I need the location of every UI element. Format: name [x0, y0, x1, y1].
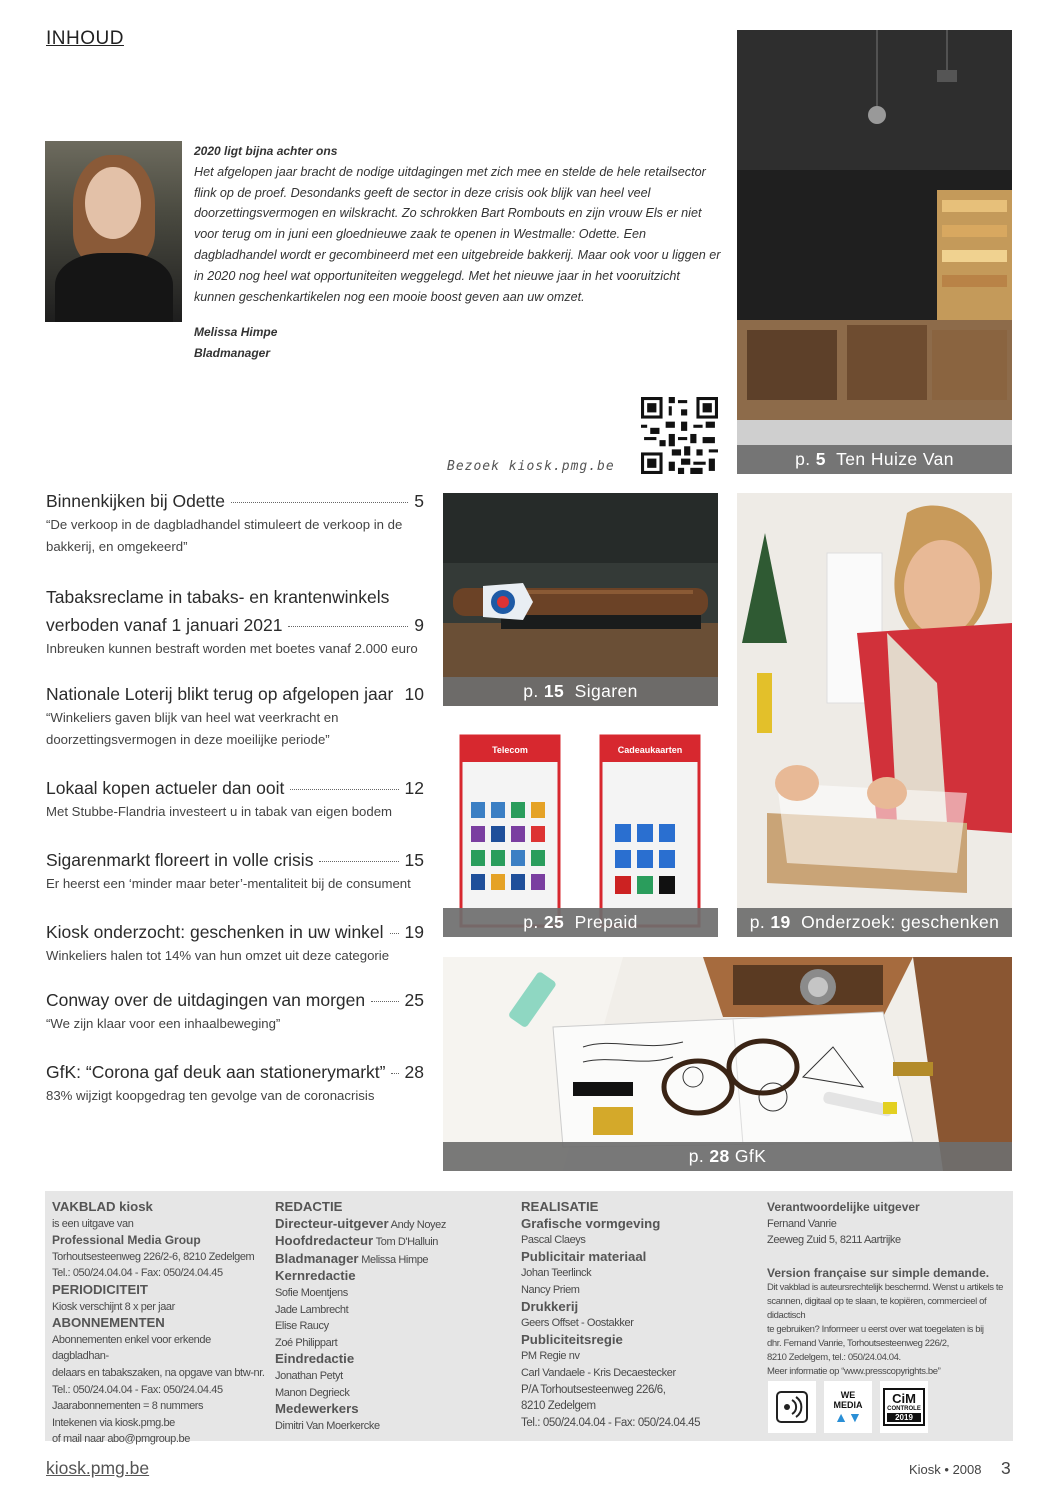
colophon-realisatie: REALISATIE Grafische vormgeving Pascal Claeys Publicitair materiaal Johan Teerlinck Nancy Priem Drukkerij Geers Offset - Oostakker Publiciteitsregie PM Regie nv Carl Vandaele - Kris Decaestecker P/A Torhoutsesteenweg 226/6, 8210 Zedelgem Tel.: 050/24.04.04 - Fax: 050/24.04.45 — [521, 1199, 701, 1429]
toc-page: 19 — [404, 922, 424, 942]
we-media-logo: WE MEDIA ▲▼ — [824, 1381, 872, 1433]
toc-item-tabaksreclame[interactable]: Tabaksreclame in tabaks- en krantenwinkels verboden vanaf 1 januari 2021 9 Inbreuken kunnen bestraft worden met boetes vanaf 2.000 euro — [46, 582, 424, 660]
toc-page: 5 — [414, 491, 424, 511]
bakery-illustration — [737, 30, 1012, 474]
toc-item-gfk[interactable]: GfK: “Corona gaf deuk aan stationerymarkt” 28 83% wijzigt koopgedrag ten gevolge van de coronacrisis — [46, 1059, 424, 1107]
signature-role: Bladmanager — [194, 345, 271, 360]
footer-website-link[interactable]: kiosk.pmg.be — [46, 1458, 150, 1478]
toc-page: 15 — [404, 850, 424, 870]
toc-subtitle: “De verkoop in de dagbladhandel stimuleert de verkoop in de bakkerij, en omgekeerd” — [46, 517, 403, 554]
stand-label-telecom: Telecom — [492, 745, 528, 755]
editorial-body: Het afgelopen jaar bracht de nodige uitdagingen met zich mee en stelde de hele retailsector flink op de proef. Desondanks geeft de sector in deze crisis ook blijk van heel veel doorzettingsvermogen en wilskracht. Zo schrokken Bart Rombouts en zijn vrouw Els er niet voor terug om in juni een gloednieuwe zaak te openen in Westmalle: Odette. Een dagbladhandel wordt er gecombineerd met een uitgebreide bakkerij. Maar ook voor u liggen er in 2020 nog heel wat opportuniteiten weggelegd. Met het nieuwe jaar in het vooruitzicht kunnen geschenkartikelen nog een mooie boost geven aan uw omzet. — [194, 164, 721, 304]
colophon-uitgever: Verantwoordelijke uitgever Fernand Vanrie Zeeweg Zuid 5, 8211 Aartrijke Version française sur simple demande. Dit vakblad is auteursrechtelijk beschermd. Wenst u artikels te scannen, digitaal op te slaan, te kopiëren, commercieel of didactisch te gebruiken? Informeer u eerst over wat toegelaten is bij dhr. Fernand Vanrie, Torhoutsesteenweg 226/2, 8210 Zedelgem, tel.: 050/24.04.04. Meer informatie op “www.presscopyrights.be” — [767, 1200, 1003, 1378]
colophon-redactie: REDACTIE Directeur-uitgever Andy Noyez Hoofdredacteur Tom D'Halluin Bladmanager Melissa Himpe Kernredactie Sofie Moentjens Jade Lambrecht Elise Raucy Zoé Philippart Eindredactie Jonathan Petyt Manon Degrieck Medewerkers Dimitri Van Moerkercke — [275, 1199, 446, 1432]
photo-gfk[interactable] — [443, 957, 1012, 1171]
editor-portrait — [45, 141, 182, 322]
prepaid-stands-illustration — [443, 724, 718, 937]
certification-logos — [768, 1381, 928, 1433]
cigar-illustration — [443, 493, 718, 706]
editorial-title: 2020 ligt bijna achter ons — [194, 144, 338, 158]
toc-subtitle: Er heerst een ‘minder maar beter’-mentaliteit bij de consument — [46, 876, 411, 891]
qr-code[interactable] — [641, 397, 718, 474]
toc-page: 28 — [404, 1062, 424, 1082]
footer-issue: Kiosk • 2008 — [909, 1462, 982, 1477]
photo-prepaid[interactable] — [443, 724, 718, 937]
caption-bar: p. 25 Prepaid — [443, 908, 718, 937]
caption-bar: p. 5 Ten Huize Van — [737, 445, 1012, 474]
toc-subtitle: “Winkeliers gaven blijk van heel wat veerkracht en doorzettingsvermogen in deze moeilijke periode” — [46, 710, 339, 747]
qr-caption: Bezoek kiosk.pmg.be — [447, 459, 615, 474]
caption-bar: p. 19 Onderzoek: geschenken — [737, 908, 1012, 937]
photo-onderzoek-geschenken[interactable] — [737, 493, 1012, 937]
toc-page: 9 — [414, 615, 424, 635]
toc-item-kiosk-onderzocht[interactable]: Kiosk onderzocht: geschenken in uw winkel 19 Winkeliers halen tot 14% van hun omzet uit deze categorie — [46, 919, 424, 967]
caption-bar: p. 15 Sigaren — [443, 677, 718, 706]
editorial-signature — [194, 322, 277, 363]
toc-page: 12 — [404, 778, 424, 798]
toc-subtitle: Winkeliers halen tot 14% van hun omzet uit deze categorie — [46, 948, 390, 963]
toc-page: 10 — [404, 684, 424, 704]
footer-page-number: 3 — [1001, 1458, 1011, 1478]
toc-subtitle: “We zijn klaar voor een inhaalbeweging” — [46, 1016, 281, 1031]
stand-label-cadeaukaarten: Cadeaukaarten — [617, 745, 683, 755]
stationery-illustration — [443, 957, 1012, 1171]
toc-item-lokaal-kopen[interactable]: Lokaal kopen actueler dan ooit 12 Met Stubbe-Flandria investeert u in tabak van eigen bodem — [46, 775, 424, 823]
photo-sigaren[interactable] — [443, 493, 718, 706]
gift-wrapping-illustration — [737, 493, 1012, 937]
toc-item-odette[interactable]: Binnenkijken bij Odette 5 “De verkoop in de dagbladhandel stimuleert de verkoop in de bakkerij, en omgekeerd” — [46, 488, 424, 557]
toc-subtitle: Met Stubbe-Flandria investeert u in tabak van eigen bodem — [46, 804, 393, 819]
editorial-text — [194, 141, 724, 307]
toc-item-conway[interactable]: Conway over de uitdagingen van morgen 25 “We zijn klaar voor een inhaalbeweging” — [46, 987, 424, 1035]
toc-item-sigarenmarkt[interactable]: Sigarenmarkt floreert in volle crisis 15 Er heerst een ‘minder maar beter’-mentaliteit bij de consument — [46, 847, 424, 895]
toc-item-loterij[interactable]: Nationale Loterij blikt terug op afgelopen jaar 10 “Winkeliers gaven blijk van heel wat veerkracht en doorzettingsvermogen in deze moeilijke periode” — [46, 681, 424, 750]
caption-bar: p. 28 GfK — [443, 1142, 1012, 1171]
toc-subtitle: 83% wijzigt koopgedrag ten gevolge van de coronacrisis — [46, 1088, 375, 1103]
copyright-logo — [768, 1381, 816, 1433]
toc-title-line1: Tabaksreclame in tabaks- en krantenwinkels — [46, 587, 390, 607]
photo-ten-huize-van[interactable] — [737, 30, 1012, 474]
section-title: INHOUD — [46, 28, 124, 49]
toc-page: 25 — [404, 990, 424, 1010]
signal-icon — [775, 1390, 809, 1424]
toc-subtitle: Inbreuken kunnen bestraft worden met boetes vanaf 2.000 euro — [46, 641, 418, 656]
colophon-publisher: VAKBLAD kiosk is een uitgave van Professional Media Group Torhoutsesteenweg 226/2-6, 8210 Zedelgem Tel.: 050/24.04.04 - Fax: 050/24.04.45 PERIODICITEIT Kiosk verschijnt 8 x per jaar ABONNEMENTEN Abonnementen enkel voor erkende dagbladhan- delaars en tabakszaken, na opgave van btw-nr. Tel.: 050/24.04.04 - Fax: 050/24.04.45 Jaarabonnementen = 8 nummers Intekenen via kiosk.pmg.be of mail naar abo@pmgroup.be — [52, 1199, 265, 1446]
cim-logo: CiM CONTROLE 2019 — [880, 1381, 928, 1433]
signature-name: Melissa Himpe — [194, 325, 278, 339]
